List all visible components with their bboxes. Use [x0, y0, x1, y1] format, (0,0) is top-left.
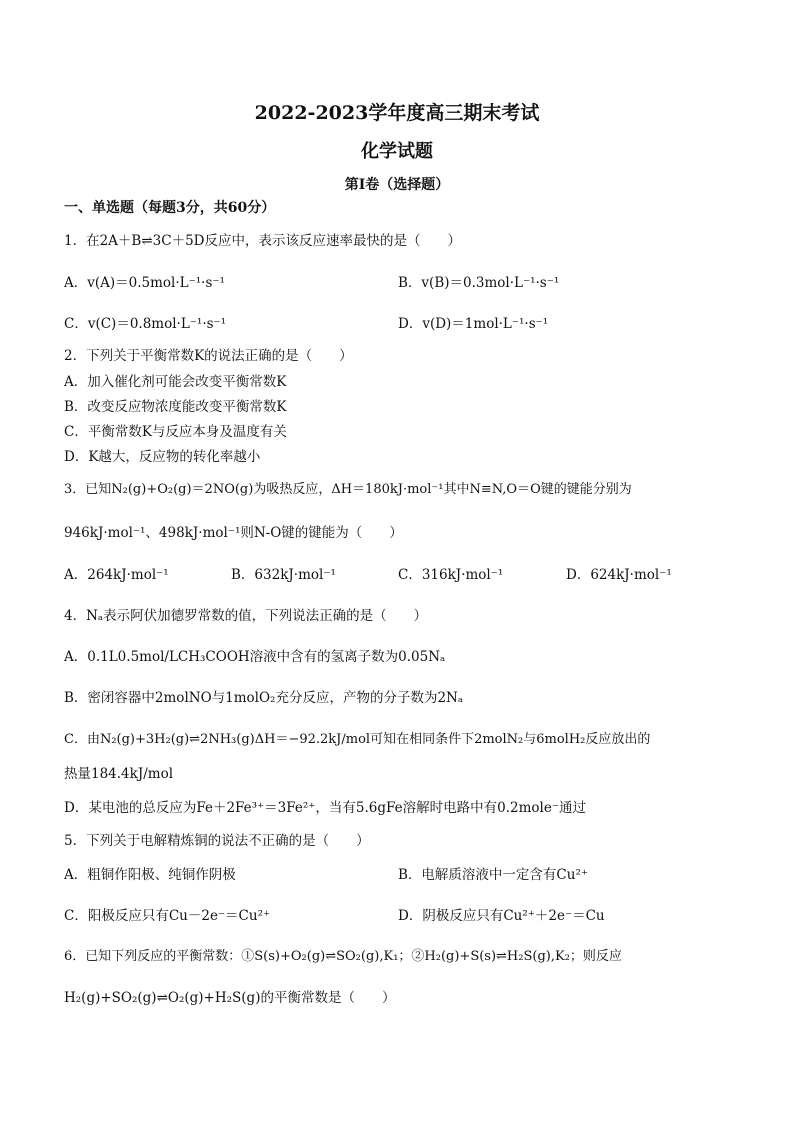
- q1-option-a: A．v(A)＝0.5mol·L⁻¹·s⁻¹: [64, 275, 225, 291]
- exam-title: 2022-2023学年度高三期末考试: [254, 102, 540, 124]
- q2-option-c: C．平衡常数K与反应本身及温度有关: [64, 424, 287, 440]
- q1-option-c: C．v(C)＝0.8mol·L⁻¹·s⁻¹: [64, 316, 227, 332]
- q3-option-b: B．632kJ·mol⁻¹: [231, 567, 336, 583]
- q5-option-d: D．阴极反应只有Cu²⁺＋2e⁻＝Cu: [398, 908, 605, 924]
- q1-option-d: D．v(D)＝1mol·L⁻¹·s⁻¹: [398, 316, 549, 332]
- q2-option-b: B．改变反应物浓度能改变平衡常数K: [64, 399, 287, 415]
- q4-option-c-line1: C．由N₂(g)+3H₂(g)⇌2NH₃(g)ΔH＝−92.2kJ/mol可知在相同条件下2molN₂与6molH₂反应放出的: [64, 732, 651, 747]
- q3-option-a: A．264kJ·mol⁻¹: [64, 567, 169, 583]
- q1-stem: 1．在2A＋B⇌3C＋5D反应中，表示该反应速率最快的是（ ）: [64, 233, 461, 249]
- q5-option-c: C．阳极反应只有Cu－2e⁻＝Cu²⁺: [64, 908, 271, 924]
- q2-option-a: A．加入催化剂可能会改变平衡常数K: [64, 374, 287, 390]
- q3-stem-line2: 946kJ·mol⁻¹、498kJ·mol⁻¹则N-O键的键能为（ ）: [64, 525, 403, 541]
- q3-option-d: D．624kJ·mol⁻¹: [566, 567, 672, 583]
- q3-option-c: C．316kJ·mol⁻¹: [398, 567, 504, 583]
- q4-stem: 4．Nₐ表示阿伏加德罗常数的值，下列说法正确的是（ ）: [64, 608, 428, 624]
- volume-title: 第Ⅰ卷（选择题）: [344, 177, 450, 193]
- q4-option-d: D．某电池的总反应为Fe＋2Fe³⁺＝3Fe²⁺，当有5.6gFe溶解时电路中有0.2mole⁻通过: [64, 800, 586, 816]
- section-heading: 一、单选题（每题3分，共60分）: [64, 200, 276, 216]
- q2-stem: 2．下列关于平衡常数K的说法正确的是（ ）: [64, 348, 353, 364]
- q6-stem-line1: 6．已知下列反应的平衡常数：①S(s)+O₂(g)⇌SO₂(g),K₁；②H₂(g)+S(s)⇌H₂S(g),K₂；则反应: [64, 949, 622, 964]
- subject-title: 化学试题: [361, 141, 433, 162]
- q3-stem-line1: 3．已知N₂(g)+O₂(g)＝2NO(g)为吸热反应，ΔH＝180kJ·mol⁻¹其中N≡N,O＝O键的键能分别为: [64, 482, 632, 497]
- q5-option-a: A．粗铜作阳极、纯铜作阴极: [64, 867, 236, 883]
- q2-option-d: D．K越大，反应物的转化率越小: [64, 449, 261, 465]
- q6-stem-line2: H₂(g)+SO₂(g)⇌O₂(g)+H₂S(g)的平衡常数是（ ）: [64, 990, 396, 1006]
- q4-option-b: B．密闭容器中2molNO与1molO₂充分反应，产物的分子数为2Nₐ: [64, 690, 464, 706]
- q4-option-c-line2: 热量184.4kJ/mol: [64, 766, 174, 782]
- q5-option-b: B．电解质溶液中一定含有Cu²⁺: [398, 867, 588, 883]
- q5-stem: 5．下列关于电解精炼铜的说法不正确的是（ ）: [64, 833, 370, 849]
- q4-option-a: A．0.1L0.5mol/LCH₃COOH溶液中含有的氢离子数为0.05Nₐ: [64, 649, 446, 665]
- q1-option-b: B．v(B)＝0.3mol·L⁻¹·s⁻¹: [398, 275, 560, 291]
